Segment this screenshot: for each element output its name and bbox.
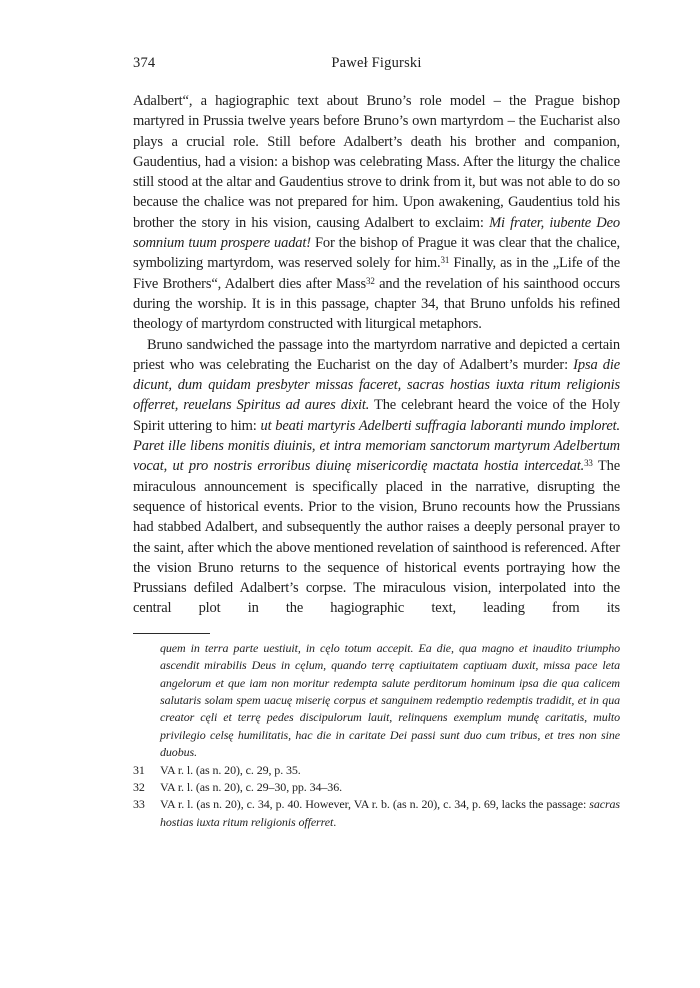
latin-quote: ut beati martyris Adelberti suffragia laboranti mundo imploret. Paret ille libens monitis diuinis, et intra memoriam sanctorum martyrum Adelbertum vocat, ut pro nostris erroribus diuinę misericordię mactata hostia intercedat.: [133, 417, 620, 475]
latin-quote: quem in terra parte uestiuit, in cęlo totum accepit. Ea die, qua magno et inaudito triumpho ascendit mirabilis Deus in cęlum, quando terrę captiuitatem captiuam duxit, missa pace leta angelorum et que iam non moritur redempta salute perditorum hominum ipsa die qua calicem salutaris solam spem uacuę miserię corpus et sanguinem redemptio redemptis tradidit, et in qua creator cęli et terrę pedes discipulorum lauit, relinquens exemplum mundę caritatis, multo privilegio celsę humilitatis, hac die in caritate Dei passi sunt duo cum tribus, et tres non sine duobus.: [160, 640, 620, 760]
text-run: VA r. l. (as n. 20), c. 34, p. 40. However, VA r. b. (as n. 20), c. 34, p. 69, lacks the passage:: [160, 797, 590, 812]
text-run: Finally, as in the „Life of the Five Brothers“, Adalbert dies after Mass: [133, 255, 620, 292]
latin-quote: Mi frater, iubente Deo somnium tuum prospere uadat!: [133, 214, 620, 252]
text-run: The miraculous announcement is specifically placed in the narrative, disrupting the sequence of historical events. Prior to the vision, Bruno recounts how the Prussians had stabbed Adalbert, and subsequently the author raises a deeply personal prayer to the saint, after which the above mentioned revelation of sainthood is referenced. After the vision Bruno returns to the sequence of historical events portraying how the Prussians defiled Adalbert’s corpse. The miraculous vision, interpolated into the central plot in the hagiographic text, leading from its: [133, 458, 620, 617]
body-text: [133, 91, 620, 619]
footnote-number: 32: [133, 779, 145, 794]
text-run: VA r. l. (as n. 20), c. 29–30, pp. 34–36.: [160, 779, 343, 794]
page-number: 374: [133, 55, 156, 71]
text-column: [133, 55, 620, 831]
footnote-reference: 33: [584, 458, 593, 469]
body-paragraph: [133, 91, 620, 335]
footnote-number: 33: [133, 797, 145, 812]
latin-quote: Ipsa die dicunt, dum quidam presbyter missas faceret, sacras hostias iuxta ritum religionis offerret, reuelans Spiritus ad aures dixit.: [133, 356, 620, 414]
text-run: VA r. l. (as n. 20), c. 29, p. 35.: [160, 762, 301, 777]
footnote-reference: 31: [440, 255, 450, 266]
footnote-item: [133, 762, 620, 779]
footnote-continuation: [133, 640, 620, 762]
text-run: .: [333, 814, 337, 829]
body-paragraph: [133, 335, 620, 619]
footnote-reference: 32: [366, 275, 375, 286]
running-head-author: Paweł Figurski: [331, 55, 422, 71]
footnote-separator-rule: [133, 633, 210, 634]
text-run: For the bishop of Prague it was clear that the chalice, symbolizing martyrdom, was reserved solely for him.: [133, 235, 620, 272]
latin-quote: sacras hostias iuxta ritum religionis offerret: [160, 797, 620, 829]
text-run: Adalbert“, a hagiographic text about Bruno’s role model – the Prague bishop martyred in Prussia twelve years before Bruno’s own martyrdom – the Eucharist also plays a crucial role. Still before Adalbert’s death his brother and companion, Gaudentius, had a vision: a bishop was celebrating Mass. After the liturgy the chalice still stood at the altar and Gaudentius strove to drink from it, but was not able to do so because the chalice was not prepared for him. Upon awakening, Gaudentius told his brother the story in his vision, causing Adalbert to exclaim:: [133, 93, 620, 231]
running-header: [133, 55, 620, 75]
text-run: The celebrant heard the voice of the Holy Spirit uttering to him:: [133, 397, 621, 434]
footnote-number: 31: [133, 762, 145, 777]
footnote-item: [133, 796, 620, 831]
text-run: Bruno sandwiched the passage into the martyrdom narrative and depicted a certain priest who was celebrating the Eucharist on the day of Adalbert’s murder:: [133, 336, 620, 373]
footnote-item: [133, 779, 620, 796]
footnotes-section: [133, 640, 620, 831]
text-run: and the revelation of his sainthood occurs during the worship. It is in this passage, chapter 34, that Bruno unfolds his refined theology of martyrdom constructed with liturgical metaphors.: [133, 275, 620, 333]
